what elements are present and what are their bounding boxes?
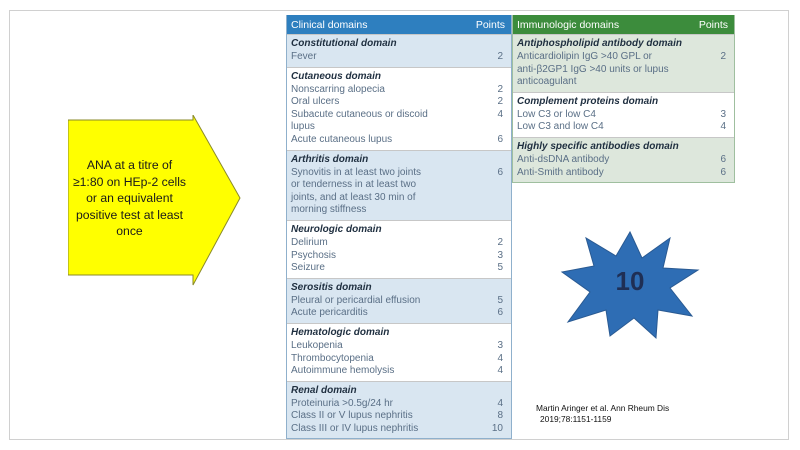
criterion-row: Low C3 and low C4 4 [517, 121, 726, 133]
criterion-row: Delirium 2 [291, 236, 503, 248]
domain-arthritis [287, 150, 511, 220]
criterion-row: Anti-Smith antibody 6 [517, 166, 726, 178]
domain-title: Renal domain [291, 384, 357, 396]
citation-line-1: Martin Aringer et al. Ann Rheum Dis [536, 403, 670, 413]
immunologic-table-header [513, 15, 734, 34]
criterion-row: Anticardiolipin IgG >40 GPL or anti-β2GP1 IgG >40 units or lupus anticoagulant 2 [517, 51, 726, 88]
domain-title: Constitutional domain [291, 38, 397, 49]
clinical-header-label: Clinical domains [291, 18, 368, 31]
clinical-header-points: Points [475, 18, 505, 31]
domain-hematologic [287, 323, 511, 381]
clinical-table-header [287, 15, 511, 34]
immunologic-header-points: Points [698, 18, 728, 31]
domain-serositis [287, 278, 511, 323]
criterion-row: Fever 2 [291, 51, 503, 62]
domain-cutaneous [287, 67, 511, 150]
domain-specific-antibodies [513, 137, 734, 182]
criterion-row: Acute cutaneous lupus 6 [291, 133, 503, 145]
criterion-row: Autoimmune hemolysis 4 [291, 365, 503, 377]
citation-line-2: 2019;78:1151-1159 [540, 414, 612, 424]
domain-title: Serositis domain [291, 281, 372, 293]
criterion-row: Pleural or pericardial effusion 5 [291, 294, 503, 306]
criterion-row: Class II or V lupus nephritis 8 [291, 410, 503, 422]
domain-title: Highly specific antibodies domain [517, 140, 679, 152]
criterion-row: Low C3 or low C4 3 [517, 108, 726, 120]
criterion-row: Seizure 5 [291, 262, 503, 274]
citation [536, 403, 736, 425]
domain-neurologic [287, 220, 511, 278]
domain-title: Arthritis domain [291, 153, 369, 165]
domain-antiphospholipid [513, 34, 734, 92]
domain-title: Hematologic domain [291, 326, 390, 338]
domain-title: Antiphospholipid antibody domain [517, 38, 682, 49]
immunologic-header-label: Immunologic domains [517, 18, 620, 31]
criterion-row: Anti-dsDNA antibody 6 [517, 153, 726, 165]
criterion-row: Acute pericarditis 6 [291, 307, 503, 319]
domain-title: Neurologic domain [291, 223, 382, 235]
domain-title: Cutaneous domain [291, 70, 382, 82]
criterion-row: Thrombocytopenia 4 [291, 352, 503, 364]
clinical-domains-table [286, 15, 512, 439]
criterion-row: Subacute cutaneous or discoid lupus 4 [291, 108, 503, 133]
domain-complement [513, 92, 734, 137]
criterion-row: Class III or IV lupus nephritis 10 [291, 422, 503, 434]
criterion-row: Proteinuria >0.5g/24 hr 4 [291, 397, 503, 409]
domain-title: Complement proteins domain [517, 95, 659, 107]
immunologic-domains-table [512, 15, 735, 183]
criterion-row: Psychosis 3 [291, 249, 503, 261]
criterion-row: Leukopenia 3 [291, 339, 503, 351]
criterion-row: Nonscarring alopecia 2 [291, 83, 503, 95]
threshold-starburst [560, 230, 700, 340]
threshold-value: 10 [615, 266, 645, 296]
domain-renal [287, 381, 511, 439]
ana-entry-arrow [68, 115, 243, 290]
criterion-row: Oral ulcers 2 [291, 96, 503, 108]
arrow-text: ANA at a titre of ≥1:80 on HEp-2 cells or an equivalent positive test at least once [72, 158, 187, 238]
criterion-row: Synovitis in at least two joints or tenderness in at least two joints, and at least 30 min of morning stiffness 6 [291, 166, 503, 216]
domain-constitutional [287, 34, 511, 67]
